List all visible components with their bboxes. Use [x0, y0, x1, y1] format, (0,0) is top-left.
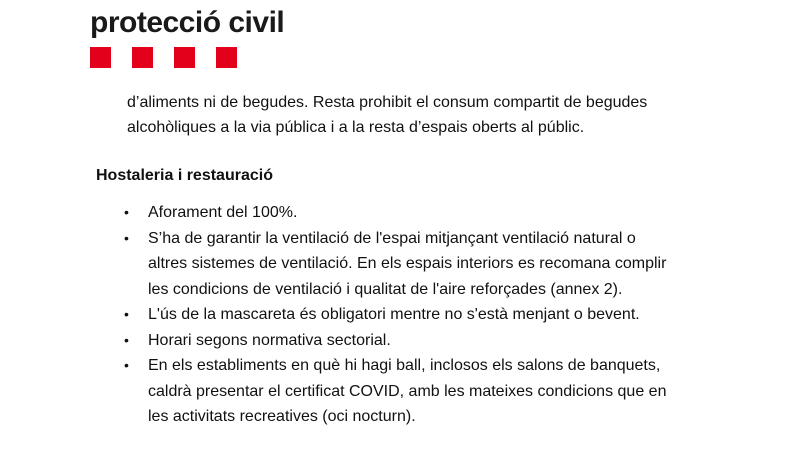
list-item-text: Aforament del 100%. — [148, 204, 298, 221]
bullet-icon: • — [124, 204, 129, 220]
bullet-icon: • — [124, 229, 129, 246]
list-item-text: L'ús de la mascareta és obligatori mentre no s'està menjant o bevent. — [148, 306, 640, 323]
list-item-text: En els establiments en què hi hagi ball, inclosos els salons de banquets, — [148, 357, 661, 374]
list-item-text: Horari segons normativa sectorial. — [148, 331, 391, 349]
bullet-icon: • — [124, 357, 129, 373]
bullet-icon: • — [124, 331, 129, 348]
list-item — [96, 200, 786, 226]
list-item-text: S’ha de garantir la ventilació de l'espai mitjançant ventilació natural o — [148, 229, 636, 247]
protecciocivil-logo — [90, 6, 284, 68]
list-item — [96, 328, 786, 354]
bullet-list — [96, 200, 786, 430]
list-item — [96, 353, 786, 430]
intro-line: alcohòliques a la via pública i a la resta d’espais oberts al públic. — [127, 119, 585, 136]
logo-square — [174, 47, 195, 68]
list-item-text: caldrà presentar el certificat COVID, amb les mateixes condicions que en — [148, 382, 667, 400]
logo-square — [90, 47, 111, 68]
bullet-icon: • — [124, 306, 129, 322]
logo-square — [132, 47, 153, 68]
logo-squares — [90, 47, 284, 68]
section-heading: Hostaleria i restauració — [96, 167, 273, 184]
list-item-text: les activitats recreatives (oci nocturn). — [148, 408, 416, 425]
list-item — [96, 302, 786, 328]
intro-line: d’aliments ni de begudes. Resta prohibit el consum compartit de begudes — [127, 94, 648, 111]
intro-paragraph — [127, 90, 767, 140]
list-item — [96, 226, 786, 303]
list-item-text: altres sistemes de ventilació. En els espais interiors es recomana complir — [148, 255, 667, 272]
logo-square — [216, 47, 237, 68]
list-item-text: les condicions de ventilació i qualitat de l'aire reforçades (annex 2). — [148, 280, 623, 298]
logo-text: protecció civil — [90, 6, 285, 39]
